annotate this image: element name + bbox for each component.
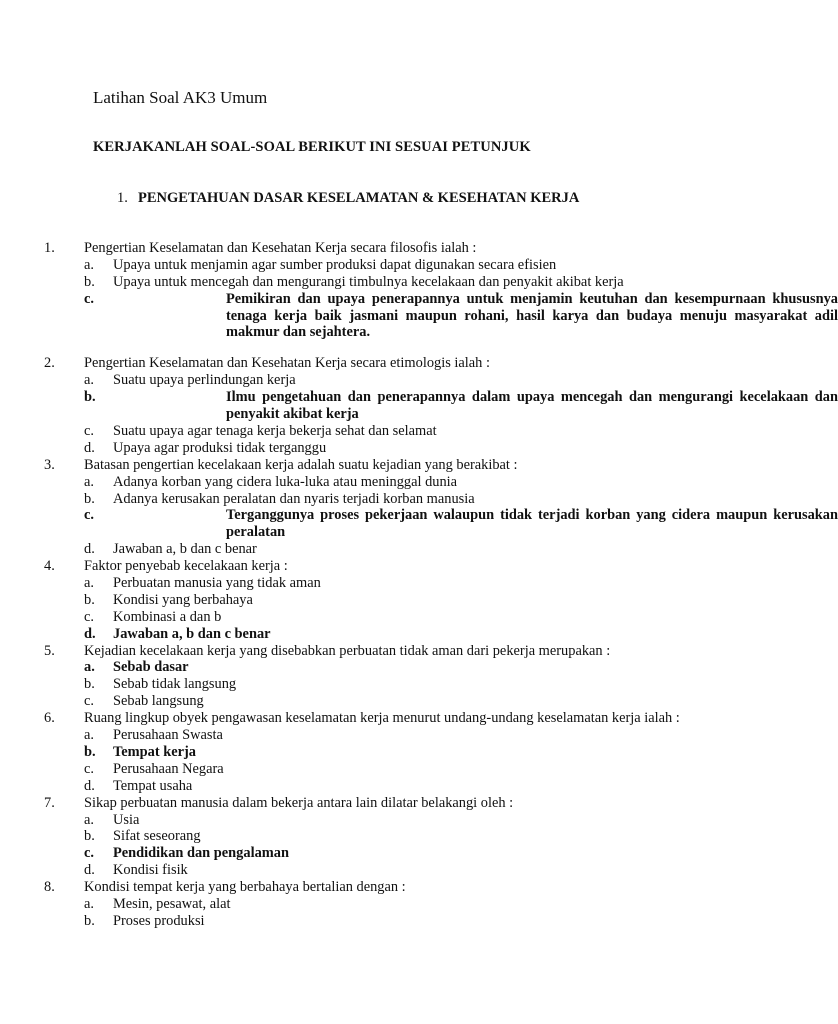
option-letter: a. [84, 473, 94, 490]
option-letter: b. [84, 389, 96, 406]
option-6-d [0, 778, 768, 795]
question-text: Ruang lingkup obyek pengawasan keselamatan kerja menurut undang-undang keselamatan kerja ialah : [84, 710, 680, 727]
question-2 [0, 355, 768, 372]
option-letter: b. [84, 591, 95, 608]
option-letter: d. [84, 862, 95, 879]
option-text: Proses produksi [113, 912, 205, 929]
option-text: Adanya kerusakan peralatan dan nyaris terjadi korban manusia [113, 490, 475, 507]
option-letter: b. [84, 676, 95, 693]
option-letter: a. [84, 895, 94, 912]
option-text: Kondisi yang berbahaya [113, 591, 253, 608]
option-1-c [0, 290, 838, 342]
option-text: Perusahaan Negara [113, 760, 224, 777]
option-text: Upaya agar produksi tidak terganggu [113, 439, 327, 456]
question-text: Kejadian kecelakaan kerja yang disebabkan perbuatan tidak aman dari pekerja merupakan : [84, 642, 611, 659]
option-6-a [0, 727, 768, 744]
option-3-c [0, 507, 838, 541]
question-7 [0, 795, 768, 812]
question-number: 5. [44, 642, 55, 659]
question-text: Pengertian Keselamatan dan Kesehatan Kerja secara filosofis ialah : [84, 240, 477, 256]
option-letter: a. [84, 659, 95, 676]
option-text: Pemikiran dan upaya penerapannya untuk menjamin keutuhan dan kesempurnaan khususnya tenaga kerja baik jasmani maupun rohani, hasil karya dan budaya menuju masyarakat adil makmur dan sejahtera. [226, 290, 838, 341]
question-number: 3. [44, 456, 55, 473]
option-4-a [0, 575, 768, 592]
option-letter: c. [84, 845, 94, 862]
question-text: Pengertian Keselamatan dan Kesehatan Kerja secara etimologis ialah : [84, 355, 490, 372]
option-letter: a. [84, 811, 94, 828]
option-letter: d. [84, 777, 95, 794]
option-letter: b. [84, 273, 95, 290]
question-text: Batasan pengertian kecelakaan kerja adalah suatu kejadian yang berakibat : [84, 456, 518, 473]
question-number: 4. [44, 558, 55, 575]
question-number: 1. [44, 240, 55, 256]
option-letter: c. [84, 760, 94, 777]
option-letter: a. [84, 727, 94, 744]
option-8-b [0, 913, 768, 930]
option-letter: d. [84, 439, 95, 456]
option-text: Perbuatan manusia yang tidak aman [113, 575, 321, 592]
option-1-b [0, 274, 768, 291]
option-2-b [0, 389, 838, 423]
option-text: Suatu upaya agar tenaga kerja bekerja sehat dan selamat [113, 422, 437, 439]
question-text: Sikap perbuatan manusia dalam bekerja antara lain dilatar belakangi oleh : [84, 794, 514, 811]
option-8-a [0, 896, 768, 913]
option-text: Ilmu pengetahuan dan penerapannya dalam upaya mencegah dan mengurangi kecelakaan dan penyakit akibat kerja [226, 389, 838, 423]
option-4-c [0, 609, 768, 626]
option-letter: b. [84, 828, 95, 845]
option-text: Usia [113, 811, 140, 828]
question-number: 6. [44, 710, 55, 727]
option-text: Pendidikan dan pengalaman [113, 845, 289, 862]
question-1 [0, 240, 768, 257]
option-text: Sebab dasar [113, 659, 189, 676]
option-7-b [0, 828, 768, 845]
option-letter: c. [84, 422, 94, 439]
option-text: Kondisi fisik [113, 862, 188, 879]
option-text: Sebab langsung [113, 693, 204, 710]
question-3 [0, 457, 768, 474]
option-letter: c. [84, 507, 94, 524]
option-text: Upaya untuk mencegah dan mengurangi timbulnya kecelakaan dan penyakit akibat kerja [113, 273, 624, 290]
option-1-a [0, 257, 768, 274]
option-6-b [0, 744, 768, 761]
option-text: Upaya untuk menjamin agar sumber produksi dapat digunakan secara efisien [113, 256, 557, 273]
option-text: Tempat usaha [113, 777, 193, 794]
option-4-d [0, 626, 768, 643]
question-5 [0, 643, 768, 660]
option-2-d [0, 440, 768, 457]
option-text: Jawaban a, b dan c benar [113, 541, 257, 558]
option-letter: d. [84, 541, 95, 558]
option-letter: a. [84, 372, 94, 389]
option-letter: a. [84, 256, 94, 273]
section-title: PENGETAHUAN DASAR KESELAMATAN & KESEHATAN KERJA [138, 190, 580, 206]
option-text: Sebab tidak langsung [113, 676, 237, 693]
option-7-a [0, 812, 768, 829]
question-text: Kondisi tempat kerja yang berbahaya bertalian dengan : [84, 879, 406, 896]
instruction-heading: KERJAKANLAH SOAL-SOAL BERIKUT INI SESUAI PETUNJUK [93, 139, 531, 155]
question-gap [0, 341, 768, 355]
option-letter: a. [84, 575, 94, 592]
option-7-d [0, 862, 768, 879]
option-text: Sifat seseorang [113, 828, 201, 845]
option-text: Terganggunya proses pekerjaan walaupun tidak terjadi korban yang cidera maupun kerusakan peralatan [226, 507, 838, 541]
question-6 [0, 710, 768, 727]
option-letter: b. [84, 912, 95, 929]
question-number: 8. [44, 879, 55, 896]
question-number: 7. [44, 794, 55, 811]
option-text: Jawaban a, b dan c benar [113, 625, 271, 642]
option-letter: c. [84, 290, 94, 307]
option-4-b [0, 592, 768, 609]
option-6-c [0, 761, 768, 778]
option-text: Kombinasi a dan b [113, 608, 222, 625]
option-5-b [0, 676, 768, 693]
option-text: Mesin, pesawat, alat [113, 895, 231, 912]
option-7-c [0, 845, 768, 862]
option-letter: b. [84, 743, 96, 760]
question-text: Faktor penyebab kecelakaan kerja : [84, 558, 288, 575]
document-title: Latihan Soal AK3 Umum [93, 88, 268, 107]
option-3-d [0, 541, 768, 558]
option-text: Adanya korban yang cidera luka-luka atau meninggal dunia [113, 473, 458, 490]
option-5-a [0, 659, 768, 676]
option-letter: b. [84, 490, 95, 507]
option-5-c [0, 693, 768, 710]
question-4 [0, 558, 768, 575]
option-2-c [0, 423, 768, 440]
option-text: Tempat kerja [113, 743, 197, 760]
question-8 [0, 879, 768, 896]
option-3-a [0, 474, 768, 491]
section-number: 1. [117, 190, 128, 206]
option-letter: c. [84, 608, 94, 625]
question-list [0, 240, 838, 930]
option-letter: c. [84, 693, 94, 710]
option-text: Perusahaan Swasta [113, 727, 223, 744]
option-3-b [0, 491, 768, 508]
option-text: Suatu upaya perlindungan kerja [113, 372, 296, 389]
question-number: 2. [44, 355, 55, 372]
option-2-a [0, 372, 768, 389]
option-letter: d. [84, 625, 96, 642]
